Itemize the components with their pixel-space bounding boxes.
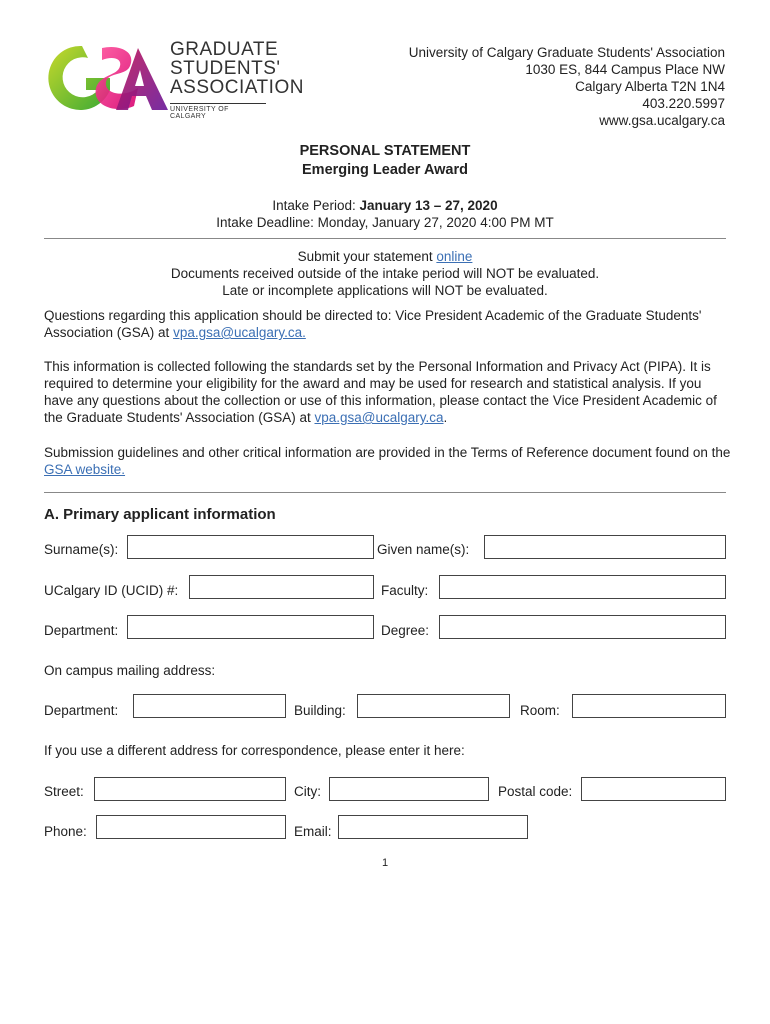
logo-wordmark [170,40,304,120]
street-label: Street: [44,784,84,799]
room-label: Room: [520,703,560,718]
privacy-end: . [443,410,448,425]
logo-subtitle: UNIVERSITY OF CALGARY [170,103,266,120]
intake-period [0,197,770,214]
gsa-website-link[interactable]: GSA website. [44,462,126,477]
city-field[interactable] [329,777,489,801]
intake-period-value: January 13 – 27, 2020 [359,198,498,213]
surname-field[interactable] [127,535,374,559]
guidelines-paragraph [44,444,734,478]
room-field[interactable] [572,694,726,718]
building-field[interactable] [357,694,510,718]
logo-line-2: STUDENTS' [170,58,281,79]
email-field[interactable] [338,815,528,839]
degree-label: Degree: [381,623,430,638]
logo-line-1: GRADUATE [170,39,279,60]
faculty-label: Faculty: [381,583,429,598]
ucid-label: UCalgary ID (UCID) #: [44,583,179,598]
guidelines-text: Submission guidelines and other critical information are provided in the Terms of Reference document found on the [44,445,731,460]
page-number: 1 [381,857,389,869]
email-label: Email: [294,824,332,839]
city-label: City: [294,784,321,799]
questions-email-link[interactable]: vpa.gsa@ucalgary.ca. [173,325,306,340]
phone-label: Phone: [44,824,87,839]
address-street: 1030 ES, 844 Campus Place NW [525,62,725,77]
questions-text: Questions regarding this application should be directed to: Vice President Academic of the Graduate Students' Association (GSA) at [44,308,702,340]
given-name-field[interactable] [484,535,726,559]
logo-line-3: ASSOCIATION [170,77,304,98]
given-name-label: Given name(s): [377,542,470,557]
mailing-address-label: On campus mailing address: [44,663,216,678]
section-a-title: A. Primary applicant information [44,506,276,523]
mail-department-label: Department: [44,703,119,718]
address-city: Calgary Alberta T2N 1N4 [575,79,725,94]
correspondence-note: If you use a different address for correspondence, please enter it here: [44,743,465,758]
privacy-text: This information is collected following the standards set by the Personal Information and Privacy Act (PIPA). It is required to determine your eligibility for the award and may be used for research and statistical analysis. If you have any questions about the collection or use of this information, please contact the Vice President Academic of the Graduate Students' Association (GSA) at [44,359,717,425]
intake-period-label: Intake Period: [272,198,360,213]
address-website: www.gsa.ucalgary.ca [599,113,725,128]
street-field[interactable] [94,777,286,801]
postal-code-field[interactable] [581,777,726,801]
gsa-logo-mark [42,38,172,120]
building-label: Building: [294,703,346,718]
address-org: University of Calgary Graduate Students' Association [408,45,725,60]
intake-deadline: Intake Deadline: Monday, January 27, 2020 4:00 PM MT [216,215,554,230]
department-field[interactable] [127,615,374,639]
ucid-field[interactable] [189,575,374,599]
phone-field[interactable] [96,815,286,839]
submit-line [0,248,770,265]
divider [44,492,726,493]
submit-warning-2: Late or incomplete applications will NOT be evaluated. [222,283,548,298]
document-subtitle: Emerging Leader Award [302,162,468,178]
faculty-field[interactable] [439,575,726,599]
address-phone: 403.220.5997 [642,96,725,111]
surname-label: Surname(s): [44,542,119,557]
postal-code-label: Postal code: [498,784,573,799]
document-title: PERSONAL STATEMENT [299,143,471,159]
online-link[interactable]: online [436,249,473,264]
divider [44,238,726,239]
submit-prefix: Submit your statement [297,249,437,264]
submit-warning-1: Documents received outside of the intake period will NOT be evaluated. [170,266,600,281]
degree-field[interactable] [439,615,726,639]
privacy-paragraph [44,358,734,426]
questions-paragraph [44,307,734,341]
privacy-email-link[interactable]: vpa.gsa@ucalgary.ca [314,410,444,425]
address-block [409,44,725,129]
department-label: Department: [44,623,119,638]
mail-department-field[interactable] [133,694,286,718]
